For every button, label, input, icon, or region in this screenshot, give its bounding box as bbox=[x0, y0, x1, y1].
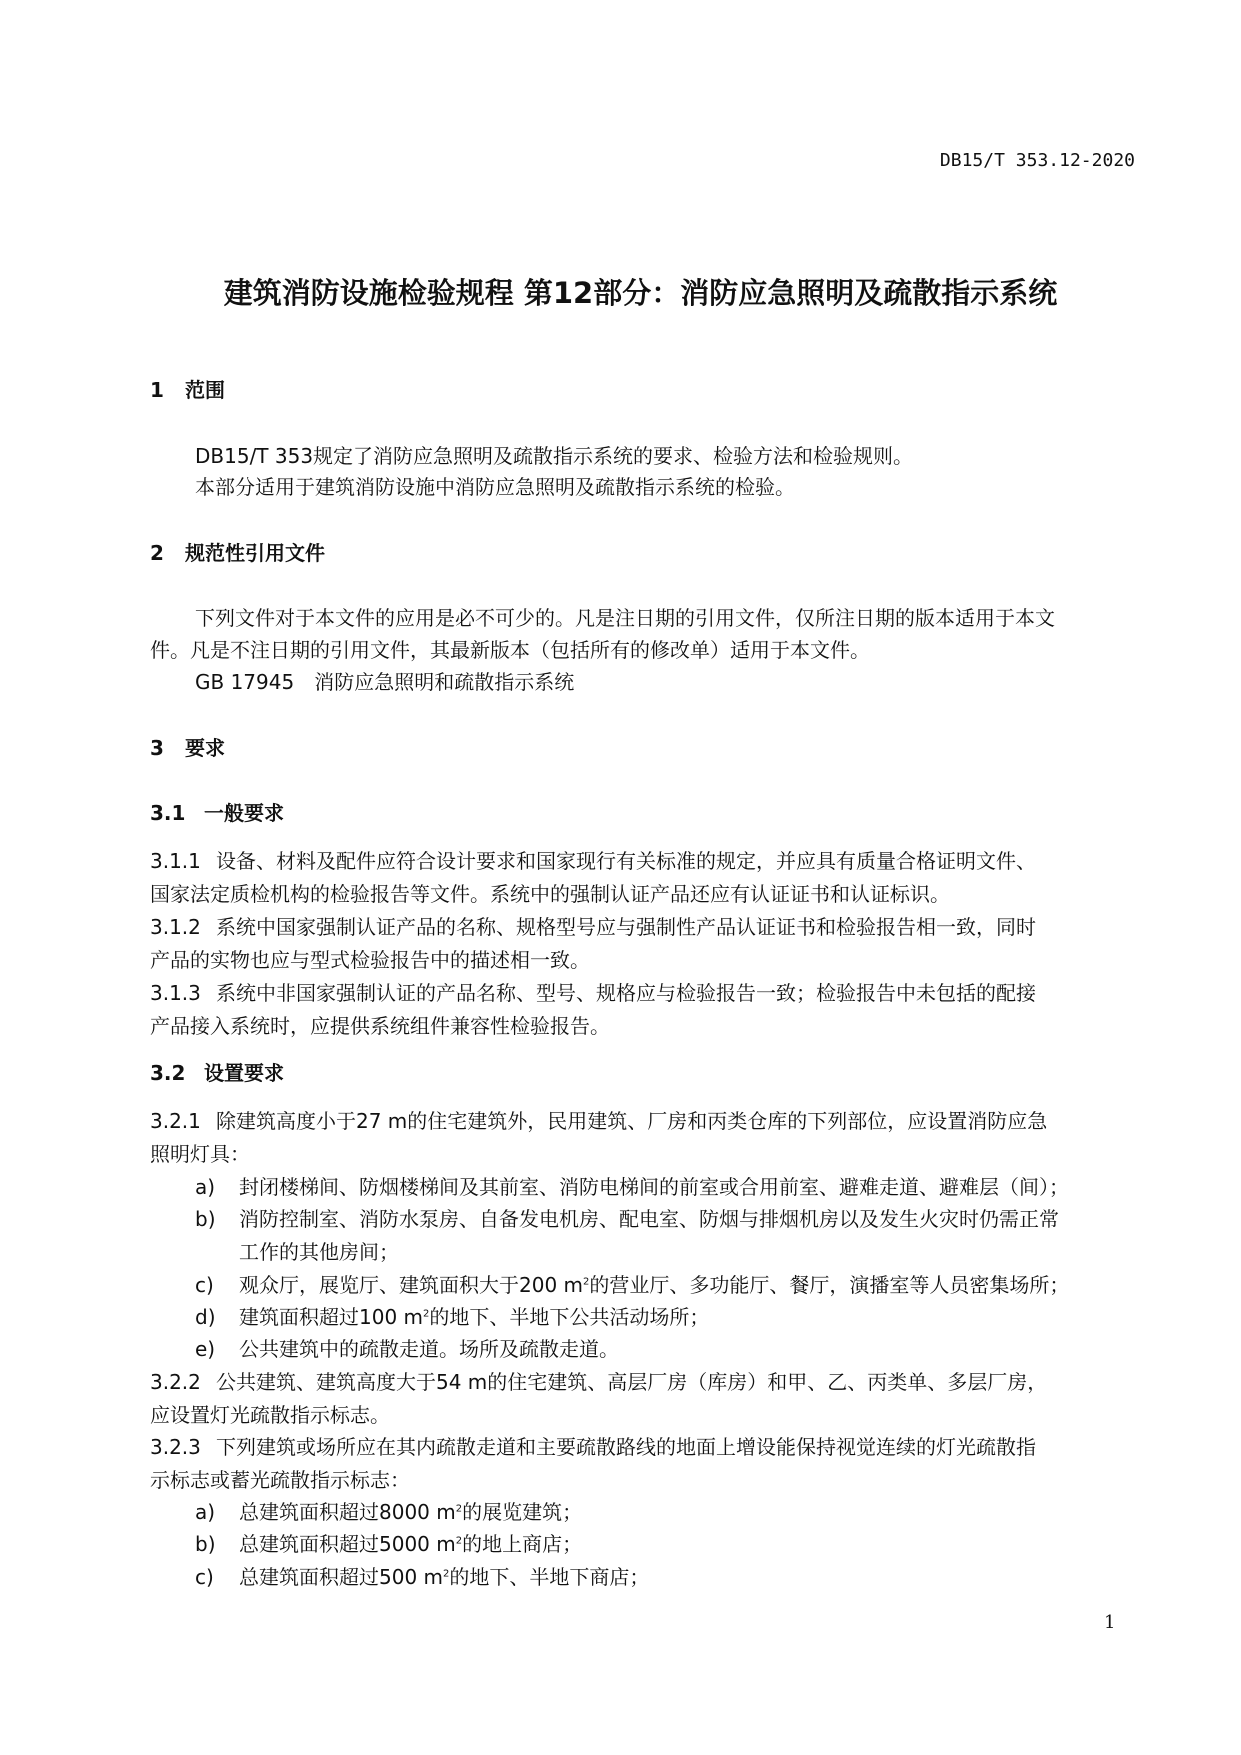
list-text: 的营业厅、多功能厅、餐厅，演播室等人员密集场所； bbox=[589, 1273, 1070, 1297]
paragraph: 本部分适用于建筑消防设施中消防应急照明及疏散指示系统的检验。 bbox=[195, 475, 795, 499]
section-number: 3.1 bbox=[150, 801, 186, 825]
subsection-heading-3-2 bbox=[150, 1060, 284, 1086]
list-marker: a) bbox=[195, 1500, 216, 1524]
list-marker: a) bbox=[195, 1175, 216, 1199]
clause-text: 除建筑高度小于27 m的住宅建筑外，民用建筑、厂房和丙类仓库的下列部位，应设置消防应急 bbox=[216, 1109, 1048, 1133]
clause-text: 应设置灯光疏散指示标志。 bbox=[150, 1403, 390, 1427]
clause-3-2-2 bbox=[150, 1369, 1047, 1395]
list-item bbox=[195, 1304, 709, 1330]
clause-3-2-3 bbox=[150, 1434, 1036, 1460]
subsection-heading-3-1 bbox=[150, 800, 284, 826]
superscript: 2 bbox=[423, 1308, 430, 1320]
section-heading-2 bbox=[150, 540, 325, 566]
list-item bbox=[195, 1564, 649, 1590]
list-text: 观众厅，展览厅、建筑面积大于200 m bbox=[239, 1273, 584, 1297]
document-code-header: DB15/T 353.12-2020 bbox=[939, 150, 1135, 171]
list-marker: d) bbox=[195, 1305, 216, 1329]
clause-text: 国家法定质检机构的检验报告等文件。系统中的强制认证产品还应有认证证书和认证标识。 bbox=[150, 882, 950, 906]
list-item bbox=[195, 1272, 1069, 1298]
list-text: 工作的其他房间； bbox=[239, 1240, 399, 1264]
clause-3-2-1 bbox=[150, 1108, 1047, 1134]
superscript: 2 bbox=[455, 1535, 463, 1547]
section-number: 3 bbox=[150, 736, 164, 760]
list-text: 的地下、半地下公共活动场所； bbox=[429, 1305, 710, 1329]
list-marker: b) bbox=[195, 1532, 216, 1556]
section-title: 一般要求 bbox=[204, 801, 284, 825]
list-marker: b) bbox=[195, 1207, 216, 1231]
page-number: 1 bbox=[1104, 1612, 1116, 1633]
clause-number: 3.2.2 bbox=[150, 1370, 201, 1394]
superscript: 2 bbox=[443, 1568, 450, 1580]
paragraph: 件。凡是不注日期的引用文件，其最新版本（包括所有的修改单）适用于本文件。 bbox=[150, 638, 870, 662]
clause-text: 系统中国家强制认证产品的名称、规格型号应与强制性产品认证证书和检验报告相一致，同时 bbox=[216, 915, 1036, 939]
clause-text: 系统中非国家强制认证的产品名称、型号、规格应与检验报告一致；检验报告中未包括的配接 bbox=[216, 981, 1036, 1005]
list-text: 总建筑面积超过8000 m bbox=[239, 1500, 456, 1524]
list-text: 的地下、半地下商店； bbox=[449, 1565, 650, 1589]
section-number: 3.2 bbox=[150, 1061, 186, 1085]
list-marker: e) bbox=[195, 1337, 216, 1361]
clause-text: 示标志或蓄光疏散指示标志： bbox=[150, 1468, 410, 1492]
list-item bbox=[195, 1206, 1059, 1232]
clause-number: 3.2.3 bbox=[150, 1435, 201, 1459]
section-title: 范围 bbox=[184, 378, 225, 402]
list-text: 总建筑面积超过5000 m bbox=[239, 1532, 456, 1556]
list-text: 消防控制室、消防水泵房、自备发电机房、配电室、防烟与排烟机房以及发生火灾时仍需正常 bbox=[239, 1207, 1059, 1231]
section-heading-3 bbox=[150, 735, 225, 761]
normative-reference: GB 17945 消防应急照明和疏散指示系统 bbox=[195, 670, 575, 694]
section-number: 2 bbox=[150, 541, 164, 565]
clause-3-1-2 bbox=[150, 914, 1036, 940]
paragraph: DB15/T 353规定了消防应急照明及疏散指示系统的要求、检验方法和检验规则。 bbox=[195, 444, 914, 468]
clause-number: 3.1.2 bbox=[150, 915, 201, 939]
section-number: 1 bbox=[150, 378, 164, 402]
clause-text: 公共建筑、建筑高度大于54 m的住宅建筑、高层厂房（库房）和甲、乙、丙类单、多层厂房， bbox=[216, 1370, 1048, 1394]
clause-3-1-3 bbox=[150, 980, 1036, 1006]
document-title: 建筑消防设施检验规程 第12部分：消防应急照明及疏散指示系统 bbox=[223, 276, 1058, 310]
clause-text: 产品接入系统时，应提供系统组件兼容性检验报告。 bbox=[150, 1014, 610, 1038]
section-title: 规范性引用文件 bbox=[184, 541, 325, 565]
list-text: 公共建筑中的疏散走道。场所及疏散走道。 bbox=[239, 1337, 619, 1361]
list-item bbox=[195, 1336, 619, 1362]
superscript: 2 bbox=[583, 1276, 590, 1288]
list-text: 封闭楼梯间、防烟楼梯间及其前室、消防电梯间的前室或合用前室、避难走道、避难层（间）； bbox=[239, 1175, 1069, 1199]
list-marker: c) bbox=[195, 1273, 214, 1297]
clause-number: 3.1.1 bbox=[150, 849, 201, 873]
clause-number: 3.1.3 bbox=[150, 981, 201, 1005]
paragraph: 下列文件对于本文件的应用是必不可少的。凡是注日期的引用文件，仅所注日期的版本适用于本文 bbox=[195, 606, 1055, 630]
superscript: 2 bbox=[455, 1503, 463, 1515]
clause-text: 下列建筑或场所应在其内疏散走道和主要疏散路线的地面上增设能保持视觉连续的灯光疏散指 bbox=[216, 1435, 1036, 1459]
clause-text: 设备、材料及配件应符合设计要求和国家现行有关标准的规定，并应具有质量合格证明文件、 bbox=[216, 849, 1036, 873]
section-title: 要求 bbox=[184, 736, 225, 760]
list-marker: c) bbox=[195, 1565, 214, 1589]
list-item bbox=[195, 1531, 582, 1557]
list-text: 建筑面积超过100 m bbox=[239, 1305, 424, 1329]
list-text: 的展览建筑； bbox=[462, 1500, 583, 1524]
list-text: 总建筑面积超过500 m bbox=[239, 1565, 444, 1589]
section-heading-1 bbox=[150, 377, 225, 403]
list-item bbox=[195, 1499, 582, 1525]
list-text: 的地上商店； bbox=[462, 1532, 583, 1556]
clause-text: 照明灯具： bbox=[150, 1142, 250, 1166]
clause-3-1-1 bbox=[150, 848, 1036, 874]
clause-number: 3.2.1 bbox=[150, 1109, 201, 1133]
clause-text: 产品的实物也应与型式检验报告中的描述相一致。 bbox=[150, 948, 590, 972]
section-title: 设置要求 bbox=[204, 1061, 284, 1085]
list-item bbox=[195, 1174, 1069, 1200]
